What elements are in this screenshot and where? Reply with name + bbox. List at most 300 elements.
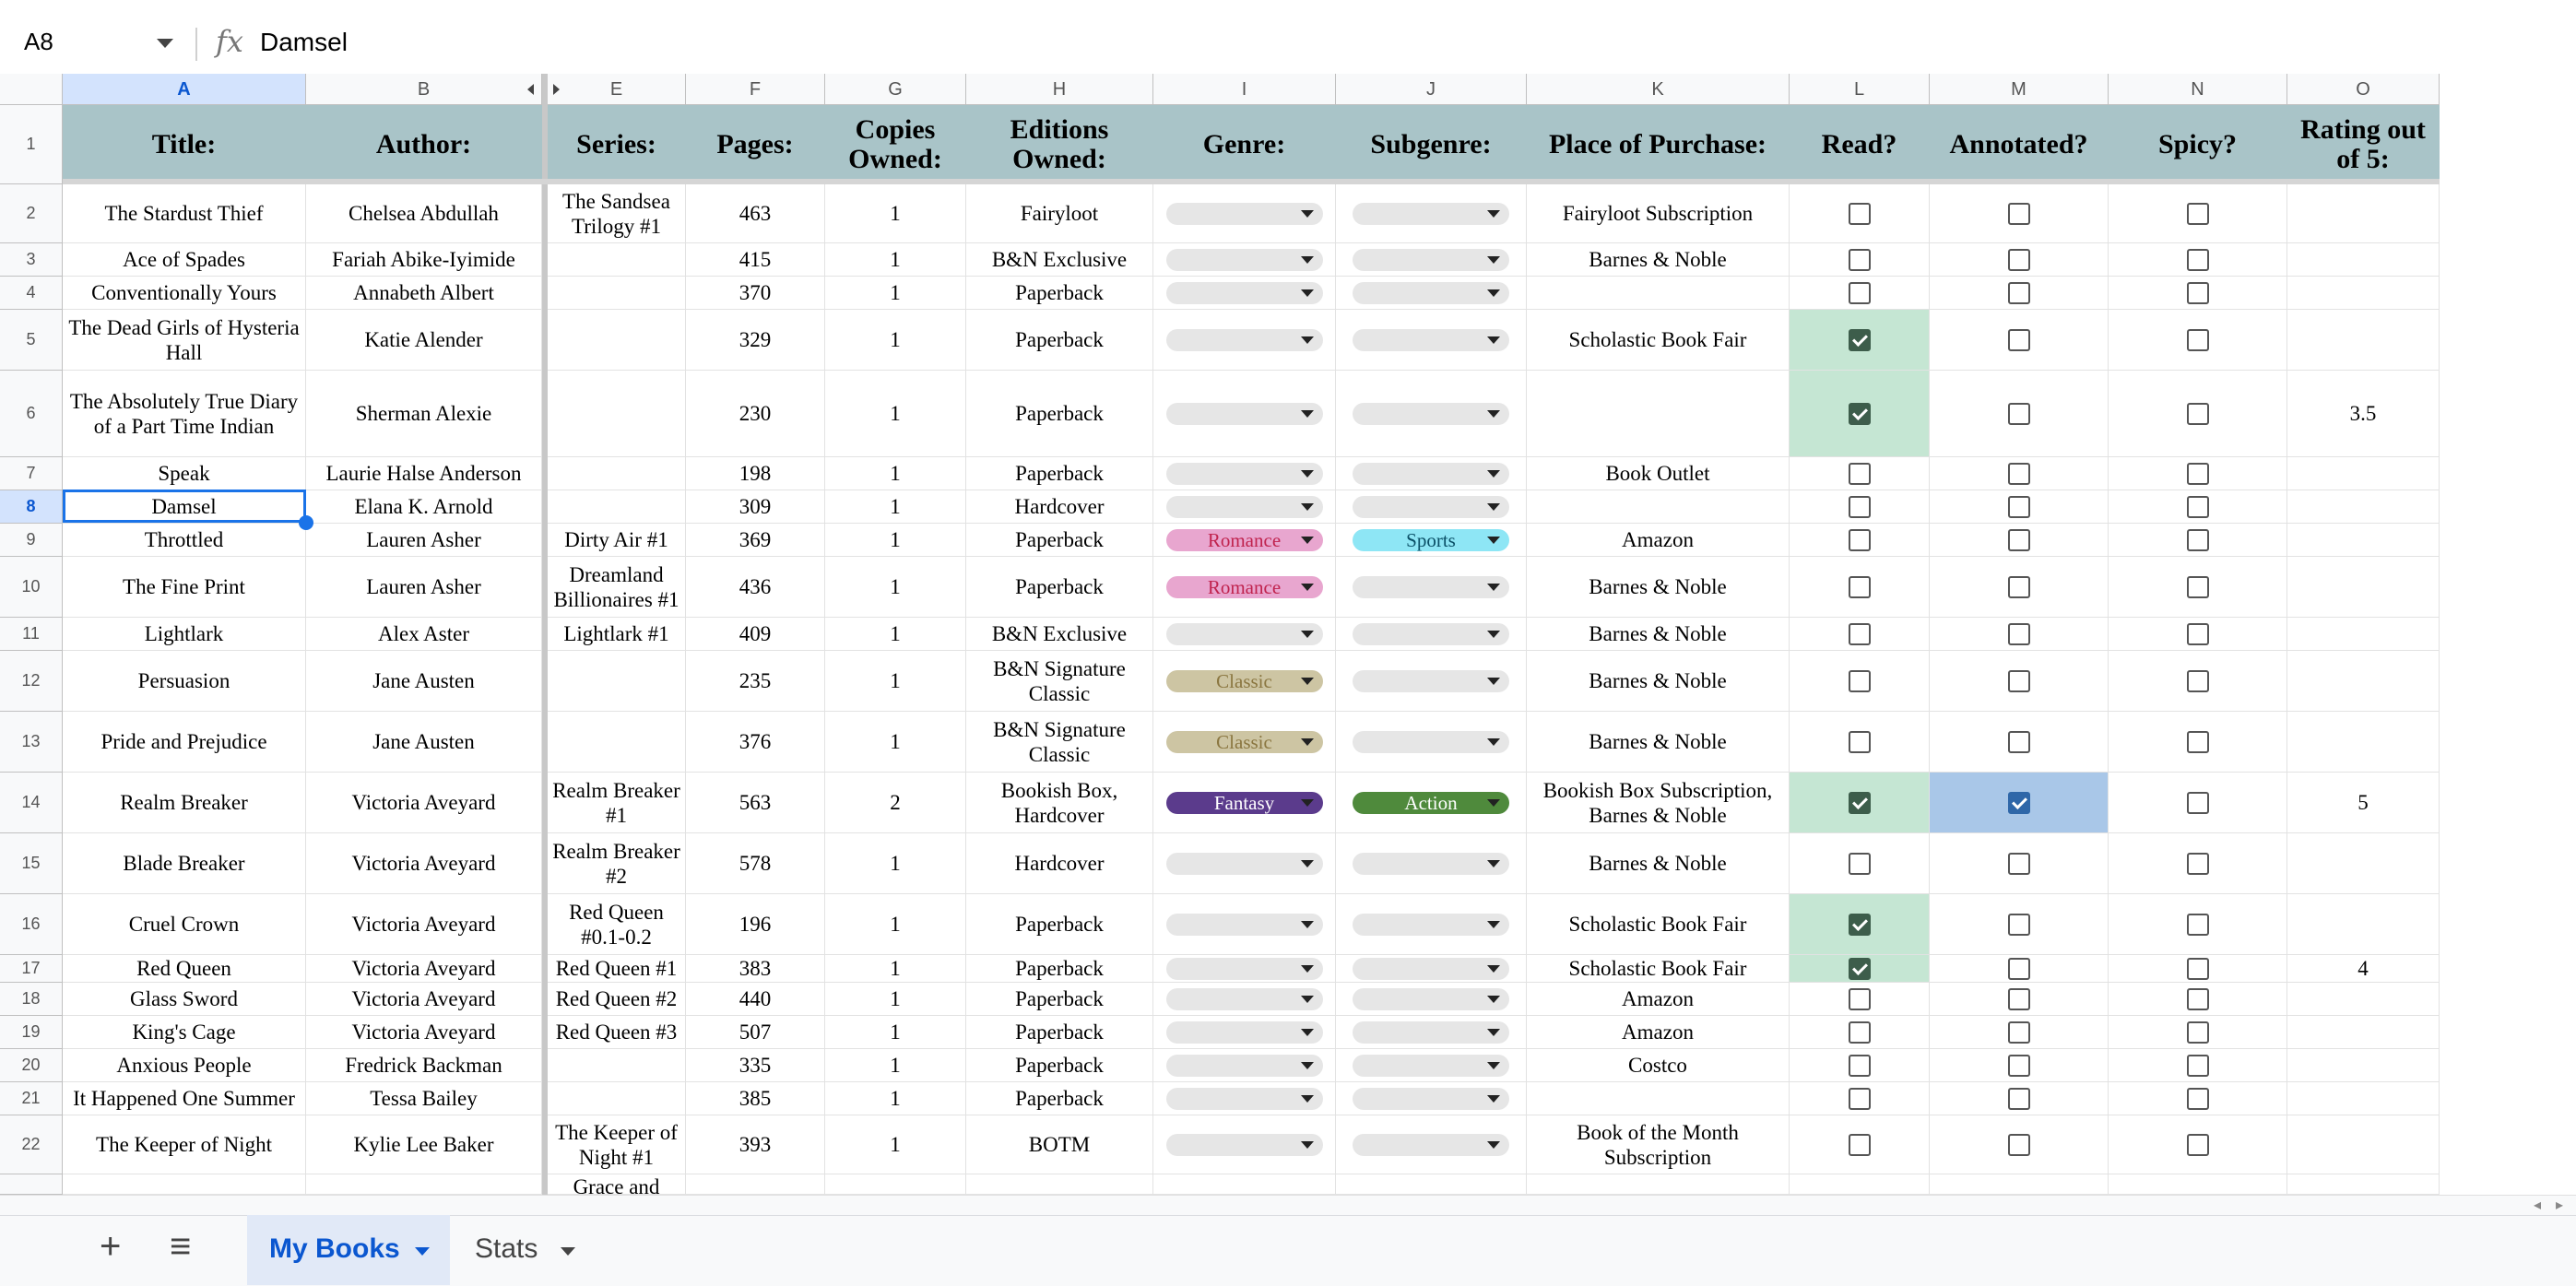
cell-pages[interactable] xyxy=(686,1049,825,1082)
genre-dropdown[interactable] xyxy=(1166,914,1323,936)
cell-title[interactable] xyxy=(63,277,306,310)
cell-rating[interactable] xyxy=(2287,1115,2440,1174)
cell-editions[interactable] xyxy=(966,955,1153,983)
row-header[interactable]: 12 xyxy=(0,651,63,712)
cell-genre[interactable] xyxy=(1153,833,1336,894)
column-header-o[interactable]: O xyxy=(2287,74,2440,105)
cell-annotated[interactable] xyxy=(1930,557,2109,618)
cell-subgenre[interactable] xyxy=(1336,310,1527,371)
cell-spicy[interactable] xyxy=(2109,1115,2287,1174)
chevron-down-icon[interactable] xyxy=(1301,678,1314,685)
cell-editions[interactable] xyxy=(966,983,1153,1016)
cell-copies[interactable] xyxy=(825,184,966,243)
cell-read[interactable] xyxy=(1790,712,1930,773)
row-header[interactable]: 20 xyxy=(0,1049,63,1082)
cell-genre[interactable] xyxy=(1153,618,1336,651)
cell-read[interactable] xyxy=(1790,1016,1930,1049)
cell-genre[interactable] xyxy=(1153,457,1336,490)
cell-subgenre[interactable] xyxy=(1336,983,1527,1016)
cell-series[interactable] xyxy=(548,371,686,457)
row-header[interactable]: 21 xyxy=(0,1082,63,1115)
cell-place[interactable] xyxy=(1527,184,1790,243)
cell-rating[interactable] xyxy=(2287,955,2440,983)
checkbox[interactable] xyxy=(1849,1088,1871,1110)
genre-dropdown[interactable] xyxy=(1166,1055,1323,1077)
cell-title[interactable] xyxy=(63,1115,306,1174)
cell-annotated[interactable] xyxy=(1930,524,2109,557)
horizontal-scrollbar[interactable] xyxy=(0,1195,2576,1216)
cell-title[interactable] xyxy=(63,524,306,557)
row-header[interactable]: 10 xyxy=(0,557,63,618)
cell-pages[interactable] xyxy=(686,894,825,955)
cell-subgenre[interactable] xyxy=(1336,557,1527,618)
checkbox[interactable] xyxy=(2008,529,2030,551)
chevron-down-icon[interactable] xyxy=(1487,256,1500,264)
chevron-down-icon[interactable] xyxy=(1487,921,1500,928)
cell-genre[interactable] xyxy=(1153,371,1336,457)
genre-dropdown[interactable] xyxy=(1166,403,1323,425)
cell-annotated[interactable] xyxy=(1930,618,2109,651)
row-header[interactable]: 6 xyxy=(0,371,63,457)
cell-place[interactable] xyxy=(1527,651,1790,712)
checkbox[interactable] xyxy=(2187,792,2209,814)
cell-pages[interactable] xyxy=(686,1174,825,1195)
scroll-right-icon[interactable]: ▸ xyxy=(2556,1198,2564,1213)
cell-subgenre[interactable] xyxy=(1336,833,1527,894)
subgenre-dropdown[interactable] xyxy=(1353,1055,1509,1077)
subgenre-dropdown[interactable] xyxy=(1353,1021,1509,1044)
cell-place[interactable] xyxy=(1527,524,1790,557)
genre-dropdown[interactable] xyxy=(1166,792,1323,814)
checkbox[interactable] xyxy=(2187,1088,2209,1110)
subgenre-dropdown[interactable] xyxy=(1353,496,1509,518)
subgenre-dropdown[interactable] xyxy=(1353,282,1509,304)
cell-title[interactable] xyxy=(63,557,306,618)
subgenre-dropdown[interactable] xyxy=(1353,1134,1509,1156)
cell-editions[interactable] xyxy=(966,490,1153,524)
cell-spicy[interactable] xyxy=(2109,983,2287,1016)
cell-place[interactable] xyxy=(1527,1016,1790,1049)
cell-annotated[interactable] xyxy=(1930,983,2109,1016)
subgenre-dropdown[interactable] xyxy=(1353,958,1509,980)
cell-editions[interactable] xyxy=(966,310,1153,371)
row-header[interactable]: 1 xyxy=(0,105,63,184)
cell-rating[interactable] xyxy=(2287,618,2440,651)
column-header-g[interactable]: G xyxy=(825,74,966,105)
checkbox[interactable] xyxy=(2187,249,2209,271)
cell-subgenre[interactable] xyxy=(1336,490,1527,524)
cell-author[interactable] xyxy=(306,557,542,618)
cell-genre[interactable] xyxy=(1153,1115,1336,1174)
cell-copies[interactable] xyxy=(825,524,966,557)
add-sheet-icon[interactable]: + xyxy=(100,1226,122,1267)
cell-copies[interactable] xyxy=(825,712,966,773)
chevron-down-icon[interactable] xyxy=(1301,738,1314,746)
checkbox[interactable] xyxy=(1849,576,1871,598)
cell-copies[interactable] xyxy=(825,983,966,1016)
checkbox[interactable] xyxy=(1849,1134,1871,1156)
cell-genre[interactable] xyxy=(1153,651,1336,712)
subgenre-dropdown[interactable] xyxy=(1353,329,1509,351)
cell-place[interactable] xyxy=(1527,490,1790,524)
chevron-down-icon[interactable] xyxy=(1487,1141,1500,1149)
cell-author[interactable] xyxy=(306,618,542,651)
cell-read[interactable] xyxy=(1790,557,1930,618)
checkbox[interactable] xyxy=(2008,1088,2030,1110)
chevron-down-icon[interactable] xyxy=(1487,470,1500,478)
cell-spicy[interactable] xyxy=(2109,894,2287,955)
checkbox[interactable] xyxy=(1849,792,1871,814)
cell-editions[interactable] xyxy=(966,184,1153,243)
cell-annotated[interactable] xyxy=(1930,371,2109,457)
cell-rating[interactable] xyxy=(2287,1082,2440,1115)
checkbox[interactable] xyxy=(1849,914,1871,936)
checkbox[interactable] xyxy=(1849,1055,1871,1077)
cell-pages[interactable] xyxy=(686,277,825,310)
chevron-down-icon[interactable] xyxy=(1487,289,1500,297)
subgenre-dropdown[interactable] xyxy=(1353,203,1509,225)
cell-series[interactable] xyxy=(548,1016,686,1049)
chevron-down-icon[interactable] xyxy=(1301,1141,1314,1149)
cell-copies[interactable] xyxy=(825,243,966,277)
genre-dropdown[interactable] xyxy=(1166,1088,1323,1110)
cell-read[interactable] xyxy=(1790,490,1930,524)
row-header[interactable]: 13 xyxy=(0,712,63,773)
cell-copies[interactable] xyxy=(825,651,966,712)
row-header[interactable] xyxy=(0,1174,63,1195)
genre-dropdown[interactable] xyxy=(1166,1134,1323,1156)
cell-annotated[interactable] xyxy=(1930,1115,2109,1174)
cell-rating[interactable] xyxy=(2287,712,2440,773)
cell-editions[interactable] xyxy=(966,1115,1153,1174)
cell-series[interactable] xyxy=(548,1174,686,1195)
cell-genre[interactable] xyxy=(1153,1016,1336,1049)
checkbox[interactable] xyxy=(2187,463,2209,485)
genre-dropdown[interactable] xyxy=(1166,529,1323,551)
checkbox[interactable] xyxy=(1849,403,1871,425)
cell-spicy[interactable] xyxy=(2109,457,2287,490)
cell-pages[interactable] xyxy=(686,833,825,894)
cell-read[interactable] xyxy=(1790,310,1930,371)
cell-rating[interactable] xyxy=(2287,184,2440,243)
cell-annotated[interactable] xyxy=(1930,310,2109,371)
cell-annotated[interactable] xyxy=(1930,833,2109,894)
cell-copies[interactable] xyxy=(825,1115,966,1174)
cell-series[interactable] xyxy=(548,243,686,277)
cell-copies[interactable] xyxy=(825,833,966,894)
checkbox[interactable] xyxy=(2187,282,2209,304)
row-header[interactable]: 17 xyxy=(0,955,63,983)
cell-read[interactable] xyxy=(1790,894,1930,955)
chevron-down-icon[interactable] xyxy=(1487,537,1500,544)
cell-copies[interactable] xyxy=(825,894,966,955)
chevron-down-icon[interactable] xyxy=(1301,1029,1314,1036)
row-header[interactable]: 7 xyxy=(0,457,63,490)
cell-subgenre[interactable] xyxy=(1336,618,1527,651)
cell-place[interactable] xyxy=(1527,371,1790,457)
tab-my-books-label[interactable]: My Books xyxy=(269,1233,400,1264)
cell-author[interactable] xyxy=(306,955,542,983)
cell-author[interactable] xyxy=(306,371,542,457)
cell-annotated[interactable] xyxy=(1930,1082,2109,1115)
checkbox[interactable] xyxy=(2187,529,2209,551)
checkbox[interactable] xyxy=(2008,670,2030,692)
name-box[interactable]: A8 xyxy=(24,28,53,55)
cell-read[interactable] xyxy=(1790,243,1930,277)
cell-series[interactable] xyxy=(548,490,686,524)
checkbox[interactable] xyxy=(2187,623,2209,645)
cell-place[interactable] xyxy=(1527,773,1790,833)
cell-author[interactable] xyxy=(306,833,542,894)
cell-annotated[interactable] xyxy=(1930,1016,2109,1049)
cell-subgenre[interactable] xyxy=(1336,1049,1527,1082)
cell-title[interactable] xyxy=(63,1016,306,1049)
cell-subgenre[interactable] xyxy=(1336,1174,1527,1195)
cell-read[interactable] xyxy=(1790,651,1930,712)
cell-editions[interactable] xyxy=(966,712,1153,773)
cell-editions[interactable] xyxy=(966,243,1153,277)
chevron-down-icon[interactable] xyxy=(1487,738,1500,746)
chevron-down-icon[interactable] xyxy=(1487,799,1500,807)
checkbox[interactable] xyxy=(2187,958,2209,980)
cell-read[interactable] xyxy=(1790,457,1930,490)
cell-copies[interactable] xyxy=(825,1016,966,1049)
cell-spicy[interactable] xyxy=(2109,557,2287,618)
cell-pages[interactable] xyxy=(686,557,825,618)
cell-read[interactable] xyxy=(1790,618,1930,651)
subgenre-dropdown[interactable] xyxy=(1353,463,1509,485)
cell-pages[interactable] xyxy=(686,490,825,524)
cell-rating[interactable] xyxy=(2287,894,2440,955)
cell-read[interactable] xyxy=(1790,833,1930,894)
cell-pages[interactable] xyxy=(686,773,825,833)
subgenre-dropdown[interactable] xyxy=(1353,792,1509,814)
chevron-down-icon[interactable] xyxy=(1301,289,1314,297)
cell-series[interactable] xyxy=(548,557,686,618)
cell-spicy[interactable] xyxy=(2109,310,2287,371)
cell-read[interactable] xyxy=(1790,983,1930,1016)
cell-editions[interactable] xyxy=(966,557,1153,618)
cell-genre[interactable] xyxy=(1153,955,1336,983)
cell-series[interactable] xyxy=(548,955,686,983)
cell-spicy[interactable] xyxy=(2109,651,2287,712)
chevron-down-icon[interactable] xyxy=(1301,921,1314,928)
cell-series[interactable] xyxy=(548,983,686,1016)
cell-copies[interactable] xyxy=(825,310,966,371)
subgenre-dropdown[interactable] xyxy=(1353,623,1509,645)
checkbox[interactable] xyxy=(1849,463,1871,485)
cell-title[interactable] xyxy=(63,371,306,457)
chevron-down-icon[interactable] xyxy=(1487,336,1500,344)
cell-spicy[interactable] xyxy=(2109,618,2287,651)
cell-pages[interactable] xyxy=(686,955,825,983)
cell-copies[interactable] xyxy=(825,1082,966,1115)
tab-stats[interactable]: Stats xyxy=(475,1233,538,1264)
cell-spicy[interactable] xyxy=(2109,490,2287,524)
column-header-j[interactable]: J xyxy=(1336,74,1527,105)
checkbox[interactable] xyxy=(1849,670,1871,692)
cell-genre[interactable] xyxy=(1153,983,1336,1016)
row-header[interactable]: 4 xyxy=(0,277,63,310)
cell-title[interactable] xyxy=(63,1049,306,1082)
cell-editions[interactable] xyxy=(966,524,1153,557)
genre-dropdown[interactable] xyxy=(1166,329,1323,351)
cell-annotated[interactable] xyxy=(1930,277,2109,310)
cell-series[interactable] xyxy=(548,457,686,490)
cell-place[interactable] xyxy=(1527,1082,1790,1115)
cell-rating[interactable] xyxy=(2287,833,2440,894)
cell-read[interactable] xyxy=(1790,524,1930,557)
cell-subgenre[interactable] xyxy=(1336,1082,1527,1115)
expand-right-icon[interactable] xyxy=(553,84,560,95)
cell-author[interactable] xyxy=(306,1082,542,1115)
subgenre-dropdown[interactable] xyxy=(1353,529,1509,551)
chevron-down-icon[interactable] xyxy=(1301,256,1314,264)
checkbox[interactable] xyxy=(1849,496,1871,518)
cell-series[interactable] xyxy=(548,1049,686,1082)
column-header-e[interactable]: E xyxy=(548,74,686,105)
cell-spicy[interactable] xyxy=(2109,833,2287,894)
cell-read[interactable] xyxy=(1790,371,1930,457)
checkbox[interactable] xyxy=(2187,1021,2209,1044)
chevron-down-icon[interactable] xyxy=(1301,965,1314,973)
row-header[interactable]: 15 xyxy=(0,833,63,894)
cell-subgenre[interactable] xyxy=(1336,651,1527,712)
cell-spicy[interactable] xyxy=(2109,955,2287,983)
cell-editions[interactable] xyxy=(966,1049,1153,1082)
cell-annotated[interactable] xyxy=(1930,955,2109,983)
hidden-columns-divider[interactable] xyxy=(542,74,548,1215)
formula-input[interactable]: Damsel xyxy=(260,28,348,56)
cell-place[interactable] xyxy=(1527,894,1790,955)
checkbox[interactable] xyxy=(2187,670,2209,692)
cell-read[interactable] xyxy=(1790,1049,1930,1082)
cell-pages[interactable] xyxy=(686,310,825,371)
checkbox[interactable] xyxy=(2008,203,2030,225)
cell-editions[interactable] xyxy=(966,618,1153,651)
cell-rating[interactable] xyxy=(2287,1049,2440,1082)
row-header[interactable]: 9 xyxy=(0,524,63,557)
cell-series[interactable] xyxy=(548,712,686,773)
subgenre-dropdown[interactable] xyxy=(1353,731,1509,753)
cell-copies[interactable] xyxy=(825,773,966,833)
cell-read[interactable] xyxy=(1790,277,1930,310)
cell-pages[interactable] xyxy=(686,712,825,773)
cell-editions[interactable] xyxy=(966,457,1153,490)
cell-series[interactable] xyxy=(548,524,686,557)
cell-place[interactable] xyxy=(1527,833,1790,894)
cell-author[interactable] xyxy=(306,983,542,1016)
cell-title[interactable] xyxy=(63,712,306,773)
cell-author[interactable] xyxy=(306,894,542,955)
cell-place[interactable] xyxy=(1527,277,1790,310)
column-header-k[interactable]: K xyxy=(1527,74,1790,105)
checkbox[interactable] xyxy=(1849,853,1871,875)
column-header-n[interactable]: N xyxy=(2109,74,2287,105)
cell-rating[interactable] xyxy=(2287,457,2440,490)
checkbox[interactable] xyxy=(2008,731,2030,753)
subgenre-dropdown[interactable] xyxy=(1353,670,1509,692)
chevron-down-icon[interactable] xyxy=(1487,1095,1500,1103)
row-header[interactable]: 18 xyxy=(0,983,63,1016)
cell-subgenre[interactable] xyxy=(1336,371,1527,457)
checkbox[interactable] xyxy=(2008,792,2030,814)
cell-annotated[interactable] xyxy=(1930,490,2109,524)
fill-handle[interactable] xyxy=(299,515,313,530)
checkbox[interactable] xyxy=(2187,496,2209,518)
cell-author[interactable] xyxy=(306,310,542,371)
checkbox[interactable] xyxy=(1849,1021,1871,1044)
checkbox[interactable] xyxy=(1849,958,1871,980)
cell-editions[interactable] xyxy=(966,371,1153,457)
checkbox[interactable] xyxy=(2008,623,2030,645)
cell-place[interactable] xyxy=(1527,1049,1790,1082)
checkbox[interactable] xyxy=(1849,988,1871,1010)
cell-copies[interactable] xyxy=(825,955,966,983)
checkbox[interactable] xyxy=(2008,249,2030,271)
cell-subgenre[interactable] xyxy=(1336,773,1527,833)
cell-place[interactable] xyxy=(1527,457,1790,490)
genre-dropdown[interactable] xyxy=(1166,203,1323,225)
checkbox[interactable] xyxy=(1849,249,1871,271)
cell-subgenre[interactable] xyxy=(1336,243,1527,277)
cell-subgenre[interactable] xyxy=(1336,1115,1527,1174)
cell-author[interactable] xyxy=(306,1115,542,1174)
row-header[interactable]: 19 xyxy=(0,1016,63,1049)
cell-genre[interactable] xyxy=(1153,894,1336,955)
cell-rating[interactable] xyxy=(2287,983,2440,1016)
cell-title[interactable] xyxy=(63,894,306,955)
chevron-down-icon[interactable] xyxy=(1301,537,1314,544)
checkbox[interactable] xyxy=(2008,1055,2030,1077)
chevron-down-icon[interactable] xyxy=(1487,860,1500,867)
cell-rating[interactable] xyxy=(2287,243,2440,277)
chevron-down-icon[interactable] xyxy=(415,1247,430,1256)
cell-rating[interactable] xyxy=(2287,1016,2440,1049)
checkbox[interactable] xyxy=(1849,623,1871,645)
row-header[interactable]: 2 xyxy=(0,184,63,243)
cell-series[interactable] xyxy=(548,1115,686,1174)
checkbox[interactable] xyxy=(1849,529,1871,551)
cell-copies[interactable] xyxy=(825,277,966,310)
cell-place[interactable] xyxy=(1527,310,1790,371)
cell-pages[interactable] xyxy=(686,184,825,243)
all-sheets-icon[interactable]: ≡ xyxy=(170,1226,192,1267)
cell-rating[interactable] xyxy=(2287,371,2440,457)
cell-author[interactable] xyxy=(306,457,542,490)
checkbox[interactable] xyxy=(2008,403,2030,425)
cell-editions[interactable] xyxy=(966,277,1153,310)
checkbox[interactable] xyxy=(2187,203,2209,225)
cell-pages[interactable] xyxy=(686,524,825,557)
chevron-down-icon[interactable] xyxy=(1487,996,1500,1003)
checkbox[interactable] xyxy=(2008,853,2030,875)
cell-subgenre[interactable] xyxy=(1336,457,1527,490)
row-header[interactable]: 11 xyxy=(0,618,63,651)
cell-read[interactable] xyxy=(1790,184,1930,243)
checkbox[interactable] xyxy=(2187,1134,2209,1156)
chevron-down-icon[interactable] xyxy=(1301,503,1314,511)
cell-author[interactable] xyxy=(306,243,542,277)
cell-spicy[interactable] xyxy=(2109,184,2287,243)
cell-author[interactable] xyxy=(306,277,542,310)
cell-title[interactable] xyxy=(63,651,306,712)
cell-pages[interactable] xyxy=(686,371,825,457)
chevron-down-icon[interactable] xyxy=(1487,631,1500,638)
cell-spicy[interactable] xyxy=(2109,371,2287,457)
chevron-down-icon[interactable] xyxy=(1301,410,1314,418)
chevron-down-icon[interactable] xyxy=(157,39,173,48)
